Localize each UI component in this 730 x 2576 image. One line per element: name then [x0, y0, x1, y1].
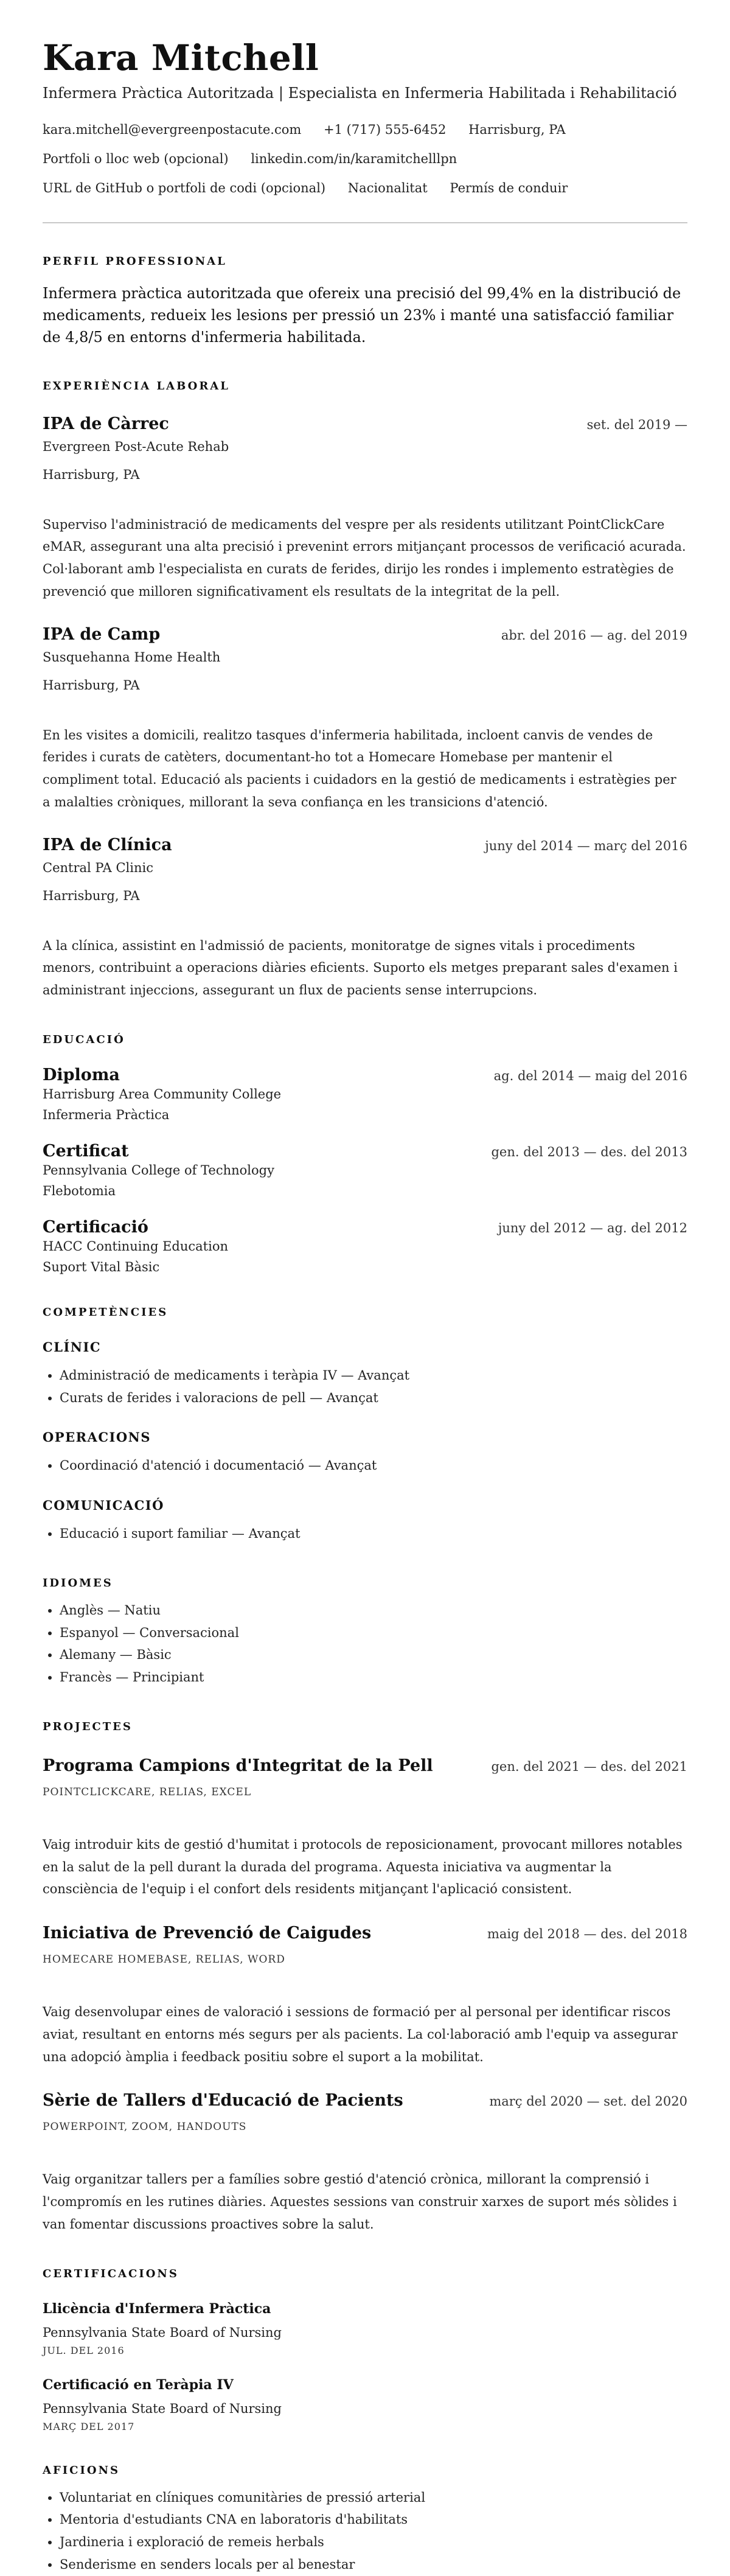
certification-name: Llicència d'Infermera Pràctica [43, 2300, 271, 2317]
skill-category-title: CLÍNIC [43, 1339, 102, 1355]
degree-title: Certificació [43, 1217, 148, 1237]
github-link[interactable]: URL de GitHub o portfoli de codi (opcional) [43, 180, 326, 195]
education-entry [43, 1218, 687, 1274]
skill-category-title: OPERACIONS [43, 1429, 151, 1445]
candidate-name: Kara Mitchell [43, 37, 319, 79]
phone-link[interactable]: +1 (717) 555-6452 [323, 122, 447, 137]
degree-title: Diploma [43, 1065, 120, 1084]
experience-entry [43, 836, 687, 1002]
location-text: Harrisburg, PA [468, 122, 566, 137]
education-entry [43, 1142, 687, 1198]
hobby-list [43, 2487, 687, 2576]
summary-text: Infermera pràctica autoritzada que ofereix una precisió del 99,4% en la distribució de medicaments, redueix les lesions per pressió un 23% i manté una satisfacció familiar de 4,8/5 en entorns d'infermeria habilitada. [43, 284, 681, 346]
job-title: IPA de Càrrec [43, 414, 169, 433]
experience-section-title: EXPERIÈNCIA LABORAL [43, 379, 230, 393]
skill-list [43, 1523, 687, 1545]
project-dates: gen. del 2021 — des. del 2021 [491, 1759, 687, 1774]
job-company: Susquehanna Home Health [43, 649, 221, 665]
contact-row-3 [43, 181, 687, 195]
skill-item: • Curats de ferides i valoracions de pell — Avançat [60, 1387, 687, 1409]
summary-section-title: PERFIL PROFESSIONAL [43, 254, 227, 268]
experience-entry [43, 414, 687, 603]
education-dates: juny del 2012 — ag. del 2012 [498, 1220, 687, 1235]
certification-issuer: Pennsylvania State Board of Nursing [43, 2401, 282, 2416]
experience-entry [43, 625, 687, 814]
skill-item: • Coordinació d'atenció i documentació — Avançat [60, 1454, 687, 1477]
study-field: Flebotomia [43, 1183, 116, 1198]
certification-entry [43, 2377, 687, 2432]
skills-section-title: COMPETÈNCIES [43, 1305, 169, 1319]
job-description: A la clínica, assistint en l'admissió de pacients, monitoratge de signes vitals i procediments menors, contribuint a operacions diàries eficients. Suporto els metges preparant sales d'examen i administrant injeccions, assegurant un flux de pacients sense interrupcions. [43, 938, 678, 998]
job-company: Evergreen Post-Acute Rehab [43, 439, 229, 454]
skill-item: • Administració de medicaments i teràpia IV — Avançat [60, 1364, 687, 1387]
language-item: • Espanyol — Conversacional [60, 1622, 687, 1644]
job-title: IPA de Camp [43, 624, 161, 644]
skill-item: • Educació i suport familiar — Avançat [60, 1523, 687, 1545]
languages-section-title: IDIOMES [43, 1576, 113, 1590]
project-tools: POWERPOINT, ZOOM, HANDOUTS [43, 2121, 247, 2134]
skill-category-title: COMUNICACIÓ [43, 1498, 164, 1513]
project-description: Vaig organitzar tallers per a famílies sobre gestió d'atenció crònica, millorant la comprensió i l'compromís en les rutines diàries. Aquestes sessions van construir xarxes de suport més sòlides i van fomentar discussions proactives sobre la salut. [43, 2172, 677, 2232]
linkedin-link[interactable]: linkedin.com/in/karamitchelllpn [251, 151, 457, 166]
project-dates: maig del 2018 — des. del 2018 [487, 1927, 687, 1942]
job-title: IPA de Clínica [43, 835, 172, 854]
projects-section-title: PROJECTES [43, 1720, 133, 1733]
contact-row-2 [43, 152, 687, 166]
project-entry [43, 1756, 687, 1901]
job-location: Harrisburg, PA [43, 888, 140, 903]
header-divider [43, 222, 687, 223]
education-entry [43, 1066, 687, 1122]
study-field: Infermeria Pràctica [43, 1107, 170, 1122]
hobbies-section-title: AFICIONS [43, 2463, 120, 2477]
job-location: Harrisburg, PA [43, 467, 140, 482]
certifications-section-title: CERTIFICACIONS [43, 2267, 179, 2280]
language-item: • Francès — Principiant [60, 1666, 687, 1689]
headline: Infermera Pràctica Autoritzada | Especialista en Infermeria Habilitada i Rehabilitació [43, 84, 677, 102]
hobby-item: • Mentoria d'estudiants CNA en laboratoris d'habilitats [60, 2508, 687, 2531]
skill-list [43, 1454, 687, 1477]
project-tools: HOMECARE HOMEBASE, RELIAS, WORD [43, 1953, 285, 1966]
certification-name: Certificació en Teràpia IV [43, 2376, 234, 2393]
project-name: Iniciativa de Prevenció de Caigudes [43, 1924, 372, 1943]
contact-row-1 [43, 122, 687, 137]
language-list [43, 1599, 687, 1689]
project-name: Programa Campions d'Integritat de la Pell [43, 1756, 433, 1775]
job-location: Harrisburg, PA [43, 677, 140, 693]
certification-issuer: Pennsylvania State Board of Nursing [43, 2325, 282, 2340]
job-description: En les visites a domicili, realitzo tasques d'infermeria habilitada, incloent canvis de vendes de ferides i curats de catèters, documentant-ho tot a Homecare Homebase per mantenir el compliment total. Educació als pacients i cuidadors en la gestió de medicaments i estratègies per a malalties cròniques, millorant la seva confiança en les transicions d'atenció. [43, 727, 676, 809]
project-description: Vaig desenvolupar eines de valoració i sessions de formació per al personal per identificar riscos aviat, resultant en entorns més segurs per als pacients. La col·laboració amb l'equip va assegurar una adopció àmplia i feedback positiu sobre el suport a la mobilitat. [43, 2005, 678, 2064]
school-name: HACC Continuing Education [43, 1238, 228, 1254]
skill-list [43, 1364, 687, 1409]
job-dates: set. del 2019 — [586, 417, 687, 432]
portfolio-link[interactable]: Portfoli o lloc web (opcional) [43, 151, 229, 166]
language-item: • Alemany — Bàsic [60, 1644, 687, 1666]
email-link[interactable]: kara.mitchell@evergreenpostacute.com [43, 122, 302, 137]
project-description: Vaig introduir kits de gestió d'humitat i protocols de reposicionament, provocant millores notables en la salut de la pell durant la durada del programa. Aquesta iniciativa va augmentar la consciència de l'equip i el confort dels residents mitjançant l'aplicació consistent. [43, 1837, 683, 1897]
job-dates: juny del 2014 — març del 2016 [485, 838, 687, 853]
driving-license-text: Permís de conduir [450, 180, 568, 195]
hobby-item: • Senderisme en senders locals per al benestar [60, 2553, 687, 2576]
job-description: Superviso l'administració de medicaments del vespre per als residents utilitzant PointClickCare eMAR, assegurant una alta precisió i prevenint errors mitjançant processos de verificació acurada. Col·laborant amb l'especialista en curats de ferides, dirijo les rondes i implemento estratègies de prevenció que milloren significativament els resultats de la integritat de la pell. [43, 517, 686, 599]
project-entry [43, 2091, 687, 2235]
hobby-item: • Voluntariat en clíniques comunitàries de pressió arterial [60, 2487, 687, 2509]
study-field: Suport Vital Bàsic [43, 1259, 160, 1274]
job-company: Central PA Clinic [43, 860, 153, 875]
school-name: Harrisburg Area Community College [43, 1086, 282, 1101]
school-name: Pennsylvania College of Technology [43, 1162, 274, 1178]
certification-date: MARÇ DEL 2017 [43, 2420, 135, 2432]
project-name: Sèrie de Tallers d'Educació de Pacients [43, 2091, 403, 2110]
job-dates: abr. del 2016 — ag. del 2019 [501, 627, 687, 643]
education-dates: gen. del 2013 — des. del 2013 [491, 1144, 687, 1159]
project-dates: març del 2020 — set. del 2020 [489, 2094, 687, 2109]
education-section-title: EDUCACIÓ [43, 1033, 125, 1046]
project-entry [43, 1924, 687, 2068]
education-dates: ag. del 2014 — maig del 2016 [493, 1068, 687, 1083]
hobby-item: • Jardineria i exploració de remeis herbals [60, 2531, 687, 2553]
certification-date: JUL. DEL 2016 [43, 2344, 125, 2356]
degree-title: Certificat [43, 1141, 129, 1161]
language-item: • Anglès — Natiu [60, 1599, 687, 1622]
certification-entry [43, 2301, 687, 2356]
project-tools: POINTCLICKCARE, RELIAS, EXCEL [43, 1785, 252, 1798]
nationality-text: Nacionalitat [347, 180, 428, 195]
